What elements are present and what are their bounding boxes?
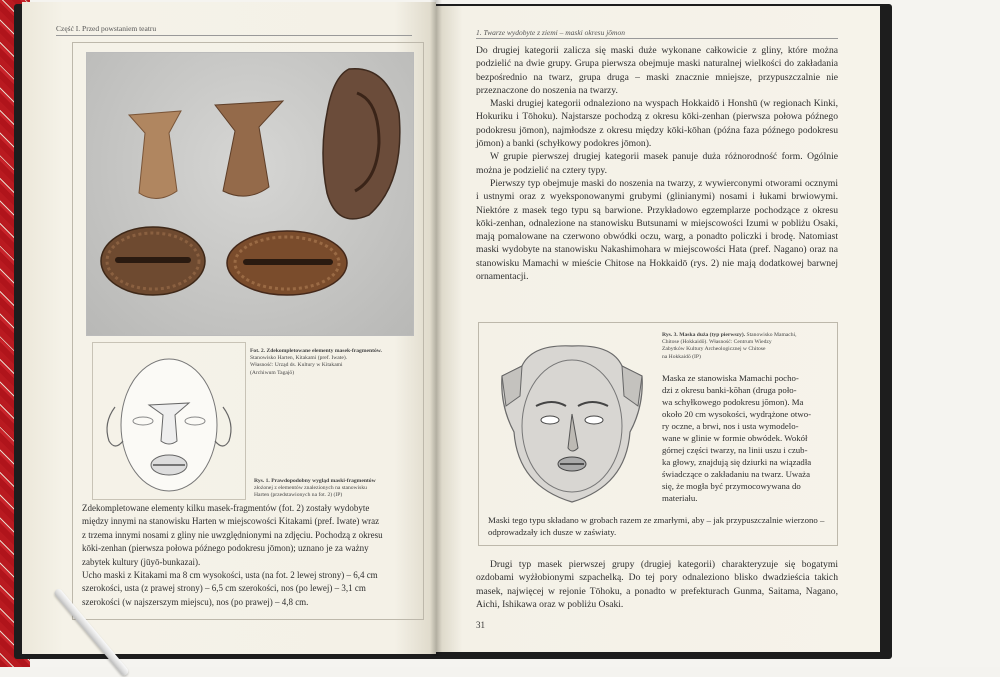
mamachi-mask-drawing bbox=[492, 336, 652, 512]
left-body-text: Zdekompletowane elementy kilku masek-fragmentów (fot. 2) zostały wydobyte między innymi na stanowisku Harten w miejscowości Kitakami (pref. Iwate) wraz z trzema innymi nosami z gliny nie uwzględnionymi na zdjęciu. Pochodzą z okresu kōki-zenhan (pierwsza połowa późnego podokresu jōmon); uznano je za ważny zabytek kultury (jūyō-bunkazai). Ucho maski z Kitakami ma 8 cm wysokości, usta (na fot. 2 lewej strony) – 6,4 cm szerokości, usta (z prawej strony) – 6,5 cm szerokości, nos (po lewej) – 3,1 cm szerokości (w najszerszym miejscu), nos (po prawej) – 4,8 cm. bbox=[82, 503, 383, 607]
fig3-footer: Maski tego typu składano w grobach razem ze zmarłymi, aby – jak przypuszczalnie wierzono – odprowadzały ich dusze w zaświaty. bbox=[488, 515, 825, 537]
closing-paragraph: Drugi typ masek pierwszej grupy (drugiej kategorii) charakteryzuje się bogatymi ozdobami wyżłobionymi szpachelką. Do tej pory odnaleziono blisko dwadzieścia takich masek, najwięcej w rejonie Tōhoku, a ponadto w prefekturach Gunma, Saitama, Nagano, Aichi, Ishikawa oraz w pobliżu Osaki. bbox=[476, 559, 838, 610]
fig2-caption: Fot. 2. Zdekompletowane elementy masek-fragmentów. Stanowisko Harten, Kitakami (pref. Iwate). Własność: Urząd ds. Kultury w Kitakami (Archiwum Tagajō) bbox=[250, 348, 382, 376]
right-head-rule bbox=[476, 38, 838, 39]
page-number: 31 bbox=[476, 620, 485, 630]
face-reconstruction-drawing bbox=[92, 342, 246, 500]
fig3-description: Maska ze stanowiska Mamachi pocho- dzi z okresu banki-kōhan (druga poło- wa schyłkowego podokresu jōmon). Ma około 20 cm wysokości, wydrążone otwo- ry oczne, a brwi, nos i usta wymodelo- wane w glinie w formie obwódek. Wokół górnej części twarzy, na linii uszu i czub- ka głowy, znajdują się dziurki na wiązadła świadczące o zakładaniu na twarz. Uważa się, że mogła być przymocowywana do materiału. bbox=[662, 373, 812, 503]
right-running-head: 1. Twarze wydobyte z ziemi – maski okresu jōmon bbox=[476, 28, 625, 37]
left-running-head: Część I. Przed powstaniem teatru bbox=[56, 24, 157, 33]
mask-fragments-photo bbox=[86, 52, 414, 336]
right-body-text: Do drugiej kategorii zalicza się maski duże wykonane całkowicie z gliny, które można podzielić na dwie grupy. Grupa pierwsza obejmuje maski naturalnej wielkości do zakładania bezpośrednio na twarz, grupa druga – maski znacznie mniejsze, przypuszczalnie nie przeznaczone do noszenia na twarzy. Maski drugiej kategorii odnaleziono na wyspach Hokkaidō i Honshū (w regionach Kinki, Hokuriku i Tōhoku). Najstarsze pochodzą z okresu kōki-zenhan (pierwsza połowa późnego podokresu jōmon), najmłodsze z okresu między kōki-kōhan (późna faza późnego podokresu jōmon) a banki (schyłkowy podokres jōmon). W grupie pierwszej drugiej kategorii masek panuje duża różnorodność form. Ogólnie można je podzielić na cztery typy. Pierwszy typ obejmuje maski do noszenia na twarzy, z wywierconymi otworami ocznymi i ustnymi oraz z wyeksponowanymi grubymi (glinianymi) nosami i łukami brwiowymi. Niektóre z masek tego typu są barwione. Przykładowo egzemplarze pochodzące z okresu kōki-zenhan, odnalezione na stanowisku Butsunami w miejscowości Izumi w pobliżu Osaki, mają pomalowane na czerwono obwódki oczu, warg, a ponadto policzki i brodę. Natomiast maski wydobyte na stanowisku Nakashimohara w miejscowości Hata (pref. Nagano) oraz na stanowisku Mamachi w mieście Chitose na Hokkaidō (rys. 2) nie mają dodatkowej barwnej ornamentacji. bbox=[476, 45, 838, 283]
left-head-rule bbox=[56, 35, 412, 36]
fig3-caption: Rys. 3. Maska duża (typ pierwszy). Stanowisko Mamachi, Chitose (Hokkaidō). Własność: Centrum Wiedzy Zabytków Kultury Archeologicznej w Chitose na Hokkaidō (IP) bbox=[662, 332, 797, 360]
book-gutter bbox=[430, 0, 442, 656]
drawing-caption: Rys. 1. Prawdopodobny wygląd maski-fragmentów złożonej z elementów znalezionych na stanowisku Harten (przedstawionych na fot. 2) (IP) bbox=[254, 478, 376, 499]
